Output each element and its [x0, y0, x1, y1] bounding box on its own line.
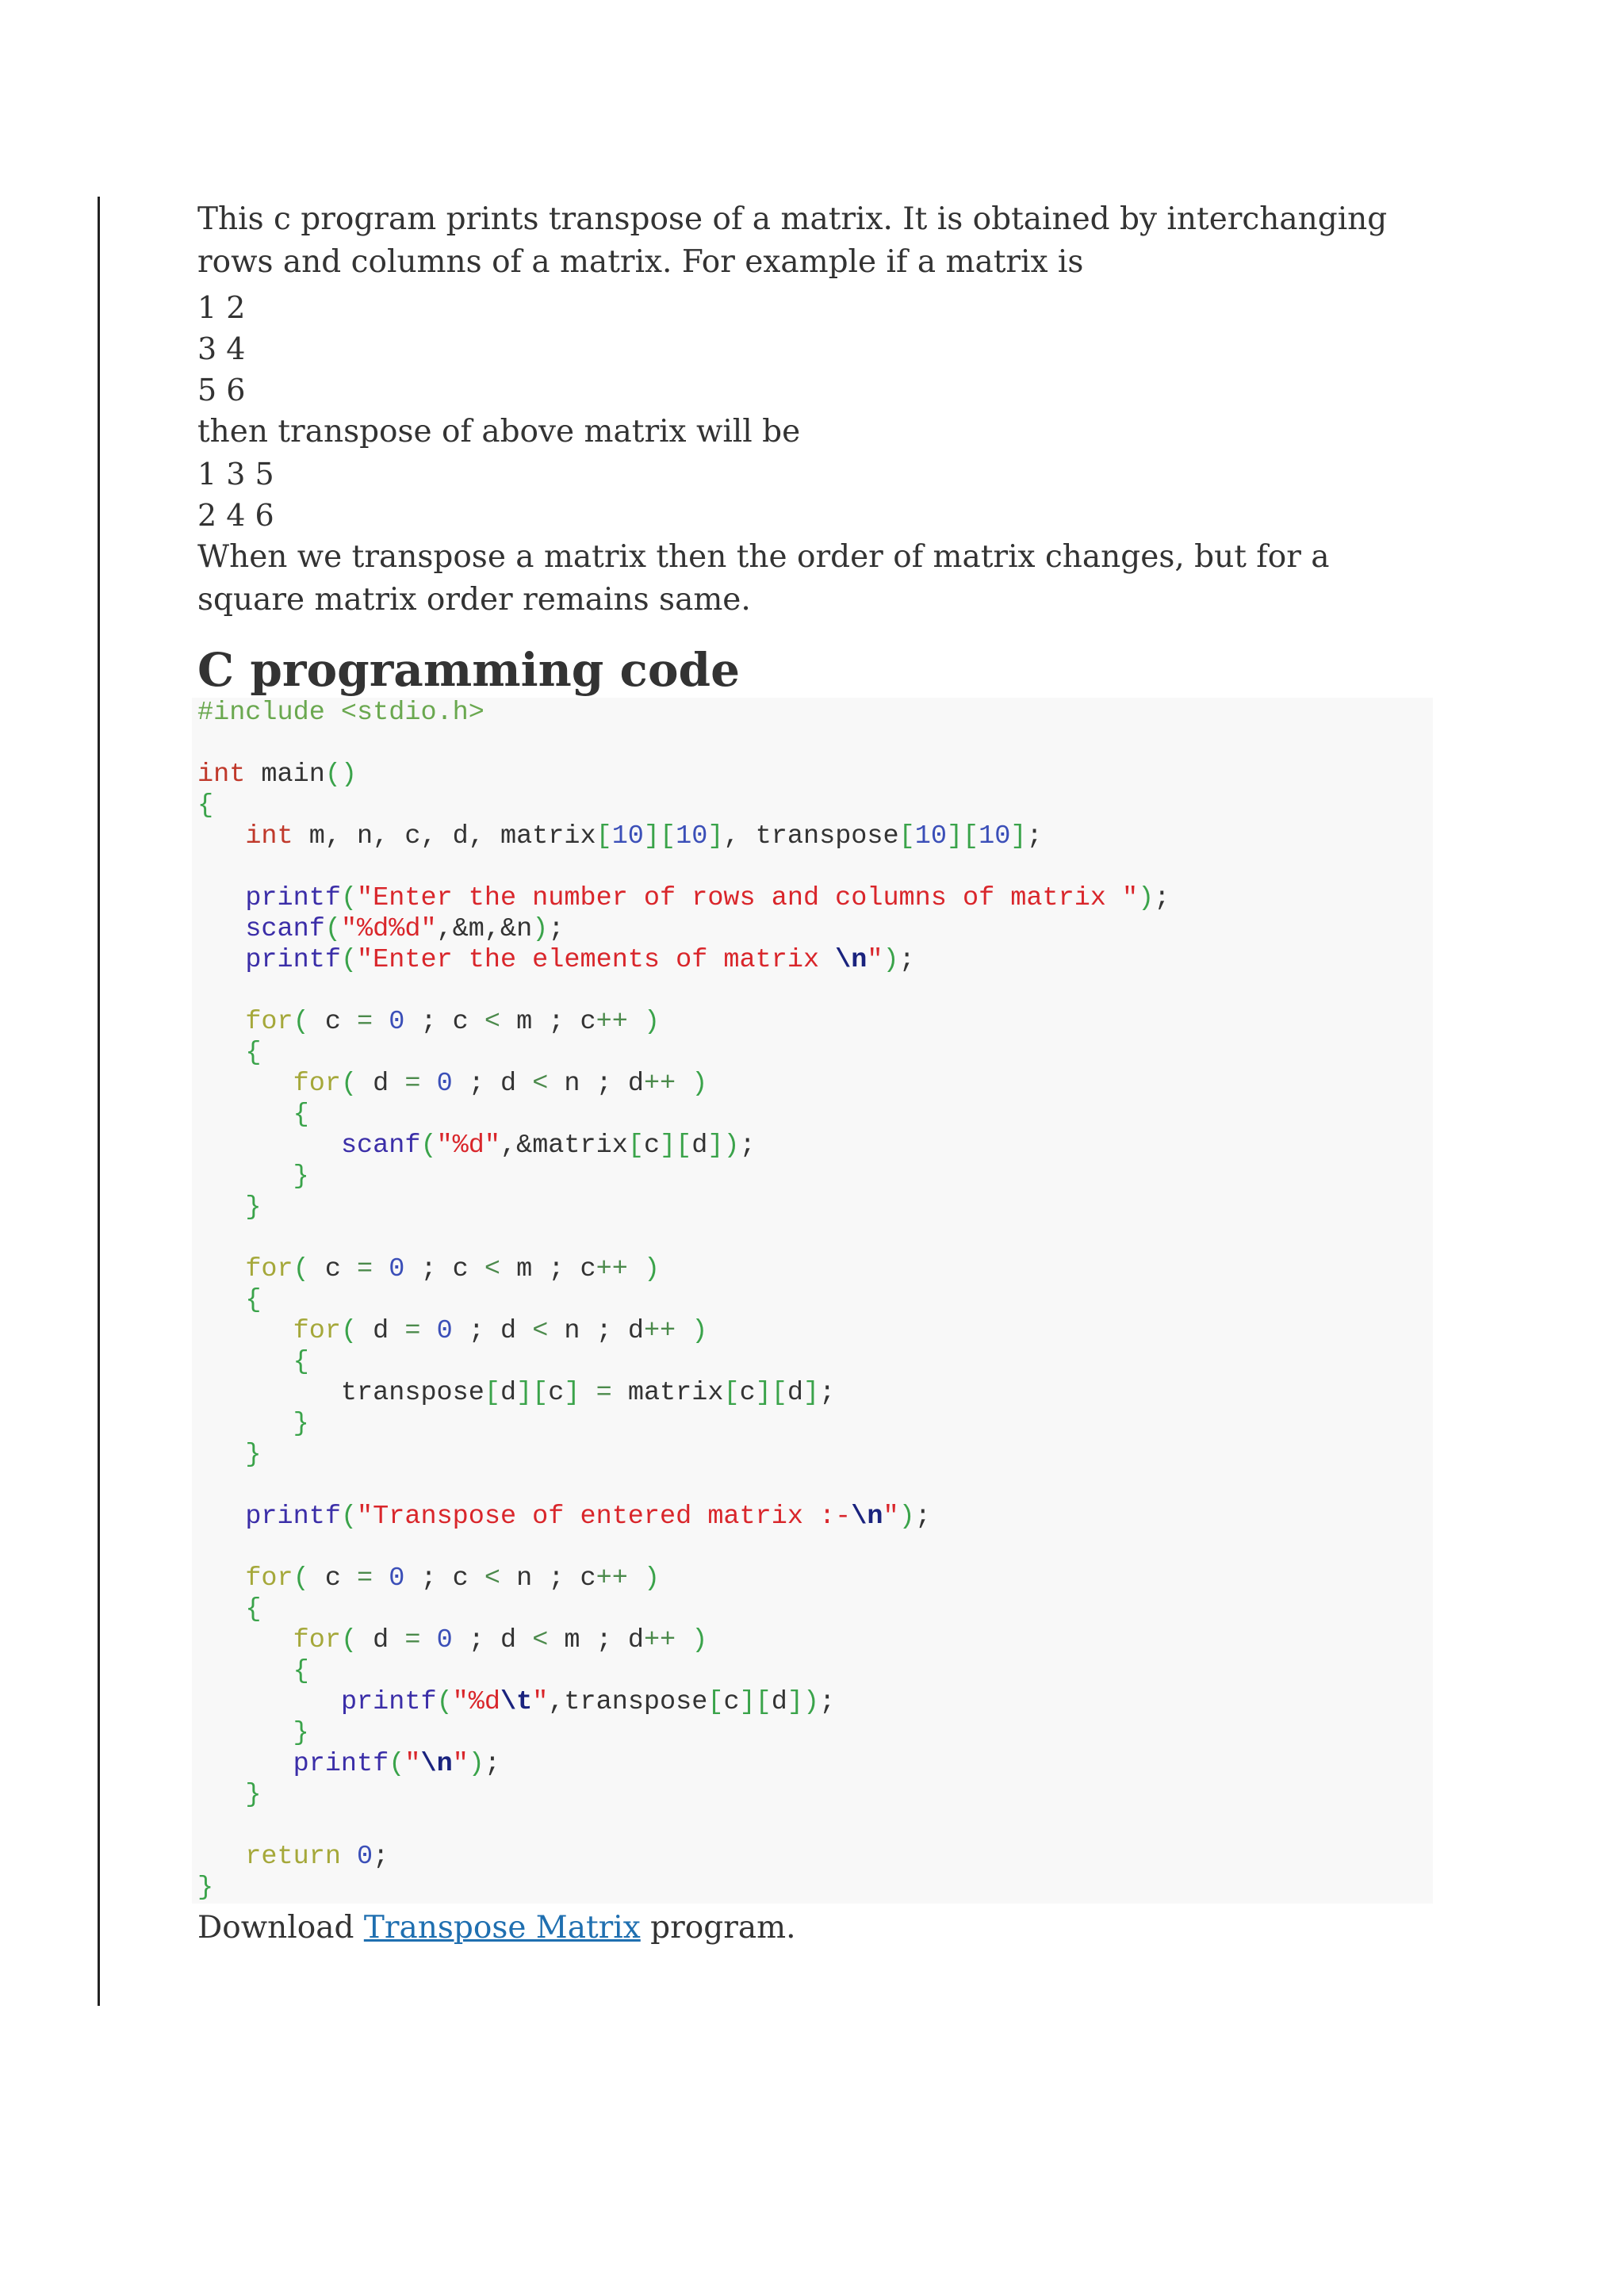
section-title: C programming code	[197, 643, 740, 697]
article-content	[197, 198, 1434, 1950]
download-line	[197, 1907, 1434, 1950]
matrix-row: 2 4 6	[197, 498, 274, 533]
matrix-row: 1 3 5	[197, 457, 274, 492]
code-listing: #include <stdio.h> int main() { int m, n, c, d, matrix[10][10], transpose[10][10]; printf("Enter the number of rows and columns of matrix "); scanf("%d%d",&m,&n); printf("Enter the elements of matrix \n"); for( c = 0 ; c < m ; c++ ) { for( d = 0 ; d < n ; d++ ) { scanf("%d",&matrix[c][d]); } } for( c = 0 ; c < m ; c++ ) { for( d = 0 ; d < n ; d++ ) { transpose[d][c] = matrix[c][d]; } } printf("Transpose of entered matrix :-\n"); for( c = 0 ; c < n ; c++ ) { for( d = 0 ; d < m ; d++ ) { printf("%d\t",transpose[c][d]); } printf("\n"); } return 0; }	[197, 698, 1170, 1903]
download-suffix: program.	[640, 1910, 796, 1946]
matrix-row: 1 2	[197, 290, 246, 325]
download-link[interactable]: Transpose Matrix	[363, 1910, 641, 1946]
matrix-row: 5 6	[197, 373, 246, 408]
then-text: then transpose of above matrix will be	[197, 414, 801, 450]
matrix-row: 3 4	[197, 331, 246, 366]
left-border-rule	[98, 197, 100, 2006]
example-matrix	[197, 287, 1434, 411]
download-prefix: Download	[197, 1910, 364, 1946]
transpose-matrix	[197, 453, 1434, 536]
code-block	[192, 698, 1433, 1904]
intro-paragraph: This c program prints transpose of a matrix. It is obtained by interchanging rows and columns of a matrix. For example if a matrix is	[197, 201, 1388, 280]
order-note: When we transpose a matrix then the order of matrix changes, but for a square matrix order remains same.	[197, 539, 1330, 618]
